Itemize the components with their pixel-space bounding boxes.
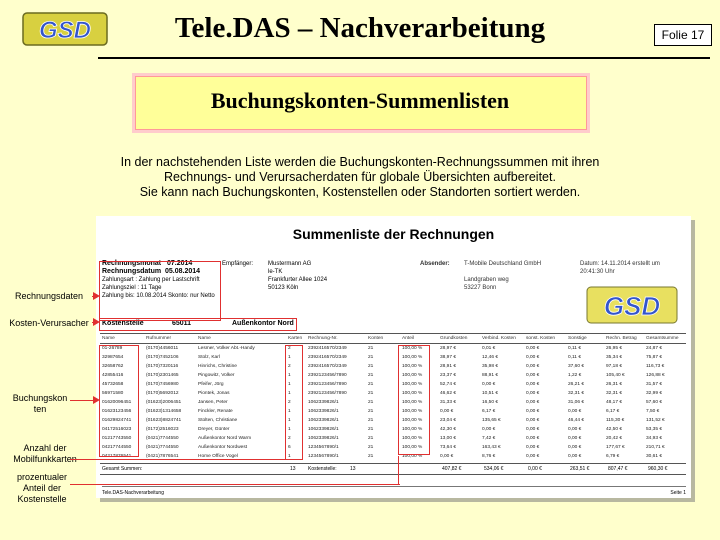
- label-prozentualer-anteil: prozentualer Anteil der Kostenstelle: [16, 472, 68, 504]
- table-cell: 0,00 €: [482, 427, 496, 432]
- highlight-buchungskonten: [99, 345, 139, 457]
- table-cell: 210,71 €: [646, 445, 665, 450]
- arrow-icon: [93, 292, 100, 300]
- table-row: [100, 353, 686, 362]
- table-cell: 2392416570/2349: [308, 355, 347, 360]
- table-cell: 24,87 €: [646, 346, 663, 351]
- table-row: [100, 380, 686, 389]
- table-cell: 21: [368, 382, 374, 387]
- table-cell: 0,00 €: [440, 454, 454, 459]
- table-cell: 100,00 %: [402, 418, 423, 423]
- table-cell: (01623)2006451: [146, 400, 182, 405]
- table-cell: 1: [288, 373, 291, 378]
- absender-line: Landgraben weg: [464, 277, 509, 283]
- table-cell: Außenkontor Nord Warm: [198, 436, 252, 441]
- table-cell: Hinrichs, Christine: [198, 364, 237, 369]
- rechnungsdatum-label: Rechnungsdatum: [102, 268, 162, 275]
- table-cell: 1: [288, 427, 291, 432]
- absender-line: 53227 Bonn: [464, 285, 497, 291]
- absender-line: T-Mobile Deutschland GmbH: [464, 261, 542, 267]
- table-cell: 1062339826/1: [308, 409, 339, 414]
- table-cell: 0,00 €: [526, 436, 540, 441]
- table-cell: 177,67 €: [606, 445, 625, 450]
- table-cell: 10,51 €: [482, 391, 499, 396]
- table-cell: 01623123456: [102, 409, 132, 414]
- label-anzahl-karten: Anzahl der Mobilfunkkarten: [13, 443, 77, 464]
- table-cell: 26,95 €: [606, 346, 623, 351]
- table-cell: 30,61 €: [646, 454, 663, 459]
- total-sonst-kosten: 0,00 €: [528, 466, 542, 472]
- table-cell: 04172516023: [102, 427, 132, 432]
- total-konten-label: Kostenstelle:: [308, 466, 337, 472]
- table-cell: 0,00 €: [568, 436, 582, 441]
- absender-line: [464, 268, 574, 276]
- connector-line: [70, 484, 400, 485]
- table-cell: 21: [368, 454, 374, 459]
- table-cell: 0,01 €: [482, 346, 496, 351]
- table-row: [100, 407, 686, 416]
- table-cell: 6: [288, 445, 291, 450]
- table-cell: 21: [368, 409, 374, 414]
- table-cell: 0,00 €: [526, 427, 540, 432]
- table-cell: 21: [368, 418, 374, 423]
- table-cell: 32987654: [102, 355, 124, 360]
- table-cell: 52,74 €: [440, 382, 457, 387]
- table-cell: Pfeifer, Jörg: [198, 382, 224, 387]
- table-cell: 1: [288, 409, 291, 414]
- sheet-title: Summenliste der Rechnungen: [292, 226, 495, 242]
- subtitle: Buchungskonten-Summenlisten: [210, 88, 510, 113]
- table-cell: 1: [288, 454, 291, 459]
- table-cell: 105,40 €: [606, 373, 625, 378]
- table-cell: 100,00 %: [402, 364, 423, 369]
- title-divider: [98, 57, 710, 59]
- table-cell: 26,21 €: [568, 382, 585, 387]
- table-cell: 100,00 %: [402, 445, 423, 450]
- table-cell: 0,00 €: [482, 382, 496, 387]
- label-kosten-verursacher: Kosten-Verursacher: [9, 318, 89, 328]
- table-cell: 163,43 €: [482, 445, 501, 450]
- table-cell: 0,00 €: [568, 445, 582, 450]
- gsd-logo-sheet: [586, 286, 678, 324]
- total-grundkosten: 407,82 €: [442, 466, 462, 472]
- table-cell: 0,00 €: [526, 418, 540, 423]
- table-cell: 0,00 €: [526, 364, 540, 369]
- table-cell: 0,00 €: [568, 454, 582, 459]
- table-cell: 31,33 €: [440, 400, 457, 405]
- table-cell: (0172)2516023: [146, 427, 179, 432]
- zahlungsart: Zahlungsart : Zahlung per Lastschrift: [102, 277, 200, 283]
- aussenkontor-label: Außenkontor Nord: [232, 320, 294, 327]
- table-cell: 0,00 €: [526, 373, 540, 378]
- table-cell: 0,00 €: [526, 382, 540, 387]
- total-label: Gesamt Summen:: [102, 466, 143, 472]
- table-cell: 21: [368, 427, 374, 432]
- footer-page: Seite 1: [670, 490, 686, 496]
- table-cell: 21: [368, 346, 374, 351]
- table-cell: 21: [368, 445, 374, 450]
- table-cell: 1062339826/1: [308, 400, 339, 405]
- rechnungsmonat-label: Rechnungsmonat: [102, 260, 162, 267]
- arrow-icon: [93, 396, 100, 404]
- table-cell: 31,06 €: [568, 400, 585, 405]
- table-row: [100, 344, 686, 353]
- table-cell: 2: [288, 400, 291, 405]
- column-header: Grundkosten: [440, 336, 468, 341]
- table-cell: 100,00 %: [402, 382, 423, 387]
- table-cell: 0,00 €: [568, 427, 582, 432]
- table-cell: 21: [368, 355, 374, 360]
- column-header: Rechnung-Nr.: [308, 336, 338, 341]
- table-cell: 116,73 €: [646, 364, 665, 369]
- table-cell: 0,00 €: [526, 391, 540, 396]
- table-cell: 46,44 €: [568, 418, 585, 423]
- total-sonstige: 263,51 €: [570, 466, 590, 472]
- table-row: [100, 425, 686, 434]
- description-line: Rechnungs- und Verursacherdaten für globale Übersichten aufbereitet.: [164, 170, 556, 184]
- table-cell: 23,37 €: [440, 373, 457, 378]
- table-cell: 21: [368, 436, 374, 441]
- table-cell: 100,00 %: [402, 436, 423, 441]
- page-title: Tele.DAS – Nachverarbeitung: [174, 12, 546, 44]
- description-line: Sie kann nach Buchungskonten, Kostenstellen oder Standorten sortiert werden.: [139, 185, 581, 199]
- table-cell: 6,17 €: [606, 409, 620, 414]
- column-header: Konten: [368, 336, 384, 341]
- table-cell: 1234567890/1: [308, 445, 339, 450]
- footer-left: Tele.DAS-Nachverarbeitung: [102, 490, 164, 496]
- table-cell: (0170)4456011: [146, 346, 179, 351]
- table-cell: 0,00 €: [526, 445, 540, 450]
- table-cell: (0170)2301465: [146, 373, 179, 378]
- table-cell: 1062339826/1: [308, 418, 339, 423]
- table-cell: 21: [368, 373, 374, 378]
- highlight-anteil: [398, 345, 430, 455]
- table-cell: Pingowitz, Volker: [198, 373, 235, 378]
- table-cell: 0,00 €: [526, 400, 540, 405]
- zahlungsziel: Zahlungsziel : 11 Tage: [102, 285, 162, 291]
- table-cell: (0170)7452106: [146, 355, 179, 360]
- label-buchungskonten: Buchungskon ten: [12, 393, 68, 414]
- table-cell: Finckler, Renate: [198, 409, 233, 414]
- table-cell: Home Office Vogel: [198, 454, 238, 459]
- connector-line: [70, 459, 286, 460]
- table-cell: (01623)8824741: [146, 418, 182, 423]
- summary-table: [100, 333, 686, 475]
- table-cell: (0421)7876541: [146, 454, 179, 459]
- table-cell: 01620096451: [102, 400, 132, 405]
- table-cell: 23,04 €: [440, 418, 457, 423]
- table-cell: 38,97 €: [440, 355, 457, 360]
- table-cell: 100,00 %: [402, 427, 423, 432]
- table-cell: Jansen, Peter: [198, 400, 228, 405]
- table-cell: 100,00 %: [402, 355, 423, 360]
- table-cell: 42,50 €: [606, 427, 623, 432]
- table-cell: 88,91 €: [482, 373, 499, 378]
- table-cell: (0421)7744550: [146, 445, 179, 450]
- table-cell: 7,42 €: [482, 436, 496, 441]
- table-cell: 131,52 €: [646, 418, 665, 423]
- table-cell: 1062339826/1: [308, 427, 339, 432]
- rechnungsmonat-value: 07.2014: [166, 260, 193, 267]
- highlight-kostenstelle: [99, 318, 297, 331]
- column-header: Name: [102, 336, 115, 341]
- table-cell: 0,00 €: [526, 346, 540, 351]
- table-row: [100, 362, 686, 371]
- table-cell: 04217744550: [102, 445, 132, 450]
- table-cell: 2392416570/2349: [308, 346, 347, 351]
- arrow-icon: [93, 318, 100, 326]
- table-cell: 26,31 €: [606, 382, 623, 387]
- table-cell: Außenkontor Nordwest: [198, 445, 248, 450]
- table-cell: 6,79 €: [606, 454, 620, 459]
- column-header: Name: [198, 336, 211, 341]
- table-cell: 73,64 €: [440, 445, 457, 450]
- table-cell: (0170)7456980: [146, 382, 179, 387]
- table-cell: (01623)1314658: [146, 409, 182, 414]
- table-cell: (0170)5692012: [146, 391, 179, 396]
- table-cell: 2: [288, 436, 291, 441]
- table-cell: 2392123456/7890: [308, 391, 347, 396]
- description: [110, 155, 610, 200]
- column-header: Gesamtsumme: [646, 336, 679, 341]
- table-cell: 32,31 €: [568, 391, 585, 396]
- table-row: [100, 416, 686, 425]
- kostenstelle-value: 65011: [172, 320, 192, 327]
- table-cell: 100,00 %: [402, 391, 423, 396]
- table-row: [100, 443, 686, 452]
- table-cell: 0,11 €: [568, 355, 581, 360]
- table-header: [100, 333, 686, 344]
- table-cell: 100,00 %: [402, 346, 423, 351]
- table-cell: 32,31 €: [606, 391, 623, 396]
- empfaenger-label: Empfänger:: [222, 261, 254, 267]
- table-cell: 01629824741: [102, 418, 132, 423]
- table-cell: 37,60 €: [568, 364, 585, 369]
- total-cards: 13: [290, 466, 296, 472]
- table-cell: 56971580: [102, 391, 124, 396]
- table-cell: 1: [288, 382, 291, 387]
- table-cell: 45732658: [102, 382, 124, 387]
- total-verbindungskosten: 534,06 €: [484, 466, 504, 472]
- table-cell: 2392123456/7890: [308, 382, 347, 387]
- table-cell: 28,97 €: [440, 346, 457, 351]
- table-cell: 13,00 €: [440, 436, 457, 441]
- table-cell: 1: [288, 418, 291, 423]
- absender-label: Absender:: [420, 261, 450, 267]
- table-cell: 16,50 €: [482, 400, 499, 405]
- total-rechnungsbetrag: 807,47 €: [608, 466, 628, 472]
- table-cell: 115,30 €: [606, 418, 625, 423]
- highlight-rechnungsdaten: [99, 261, 221, 321]
- table-cell: Piontek, Jonas: [198, 391, 230, 396]
- table-cell: 100,00 %: [402, 454, 423, 459]
- table-cell: 6,17 €: [482, 409, 496, 414]
- table-cell: (0170)7320116: [146, 364, 179, 369]
- empfaenger-line: Frankfurter Allee 1024: [268, 277, 328, 283]
- table-cell: 0,11 €: [568, 346, 581, 351]
- table-row: [100, 371, 686, 380]
- table-cell: 2: [288, 346, 291, 351]
- datum-line: Datum: 14.11.2014 erstellt um 20:41:30 Uhr: [580, 261, 660, 275]
- table-cell: 0,00 €: [526, 355, 540, 360]
- table-cell: 42,30 €: [440, 427, 457, 432]
- table-cell: 28,91 €: [440, 364, 457, 369]
- table-cell: 135,65 €: [482, 418, 501, 423]
- table-cell: Lesmer, Volker Abt.-Handy: [198, 346, 255, 351]
- table-cell: 0,00 €: [440, 409, 454, 414]
- svg-text:GSD: GSD: [603, 291, 661, 321]
- table-cell: 75,87 €: [646, 355, 663, 360]
- column-header: Verbind. Kosten: [482, 336, 516, 341]
- table-cell: Dreyer, Günter: [198, 427, 230, 432]
- svg-text:GSD: GSD: [38, 17, 92, 44]
- total-konten-value: 13: [350, 466, 356, 472]
- empfaenger-line: 50123 Köln: [268, 285, 299, 291]
- table-cell: 2: [288, 364, 291, 369]
- table-cell: 21: [368, 391, 374, 396]
- table-cell: 46,62 €: [440, 391, 457, 396]
- table-cell: 0,00 €: [526, 454, 540, 459]
- slide-number: Folie 17: [654, 24, 712, 46]
- table-cell: 01217743550: [102, 436, 132, 441]
- table-cell: 12,46 €: [482, 355, 499, 360]
- highlight-karten: [285, 345, 303, 460]
- rechnungsdatum-value: 05.08.2014: [165, 268, 201, 275]
- report-sheet: [96, 216, 691, 498]
- zahlung-bis: Zahlung bis: 10.08.2014 Skonto: nur Netto: [102, 293, 215, 299]
- table-cell: 1234567890/1: [308, 454, 339, 459]
- kostenstelle-label: Kostenstelle: [102, 320, 144, 327]
- total-gesamtsumme: 960,30 €: [648, 466, 668, 472]
- connector-line: [398, 456, 399, 484]
- table-cell: Stolz, Karl: [198, 355, 220, 360]
- gsd-logo: [22, 12, 108, 46]
- column-header: Anteil: [402, 336, 414, 341]
- table-cell: 97,18 €: [606, 364, 623, 369]
- column-header: sonst. Kosten: [526, 336, 556, 341]
- table-cell: 7,50 €: [646, 409, 660, 414]
- table-cell: 32,99 €: [646, 391, 663, 396]
- table-cell: 1062339826/1: [308, 436, 339, 441]
- table-cell: 35,98 €: [482, 364, 499, 369]
- table-cell: 04217876541: [102, 454, 132, 459]
- table-cell: 53,35 €: [646, 427, 663, 432]
- table-cell: 42855416: [102, 373, 124, 378]
- table-cell: 100,00 %: [402, 400, 423, 405]
- column-header: Karten: [288, 336, 303, 341]
- table-cell: 126,88 €: [646, 373, 665, 378]
- table-cell: 8,76 €: [482, 454, 496, 459]
- table-cell: 21: [368, 400, 374, 405]
- empfaenger-line: le-TK: [268, 269, 283, 275]
- label-rechnungsdaten: Rechnungsdaten: [14, 291, 84, 301]
- table-cell: 100,00 %: [402, 373, 423, 378]
- table-cell: 31,57 €: [646, 382, 663, 387]
- table-cell: 34,93 €: [646, 436, 663, 441]
- table-cell: (0421)7744550: [146, 436, 179, 441]
- column-header: Sonstige: [568, 336, 587, 341]
- table-cell: 01-26789: [102, 346, 123, 351]
- table-cell: 2392123456/7890: [308, 373, 347, 378]
- table-cell: 100,00 %: [402, 409, 423, 414]
- table-cell: 35,34 €: [606, 355, 623, 360]
- column-header: Rechn. Betrag: [606, 336, 637, 341]
- table-cell: 57,60 €: [646, 400, 663, 405]
- table-cell: 20,42 €: [606, 436, 623, 441]
- table-cell: 2392416570/2349: [308, 364, 347, 369]
- table-cell: 1: [288, 391, 291, 396]
- table-cell: 21: [368, 364, 374, 369]
- column-header: Rufnummer: [146, 336, 172, 341]
- total-row: [100, 463, 686, 475]
- empfaenger-line: Mustermann AG: [268, 261, 312, 267]
- table-row: [100, 389, 686, 398]
- table-row: [100, 398, 686, 407]
- table-cell: Stolten, Christiane: [198, 418, 238, 423]
- table-cell: 32658762: [102, 364, 124, 369]
- table-cell: 0,00 €: [568, 409, 582, 414]
- description-line: In der nachstehenden Liste werden die Buchungskonten-Rechnungssummen mit ihren: [120, 155, 600, 169]
- table-row: [100, 434, 686, 443]
- table-cell: 1,22 €: [568, 373, 582, 378]
- table-cell: 0,00 €: [526, 409, 540, 414]
- sheet-footer: [102, 486, 686, 496]
- table-cell: 48,17 €: [606, 400, 623, 405]
- table-cell: 1: [288, 355, 291, 360]
